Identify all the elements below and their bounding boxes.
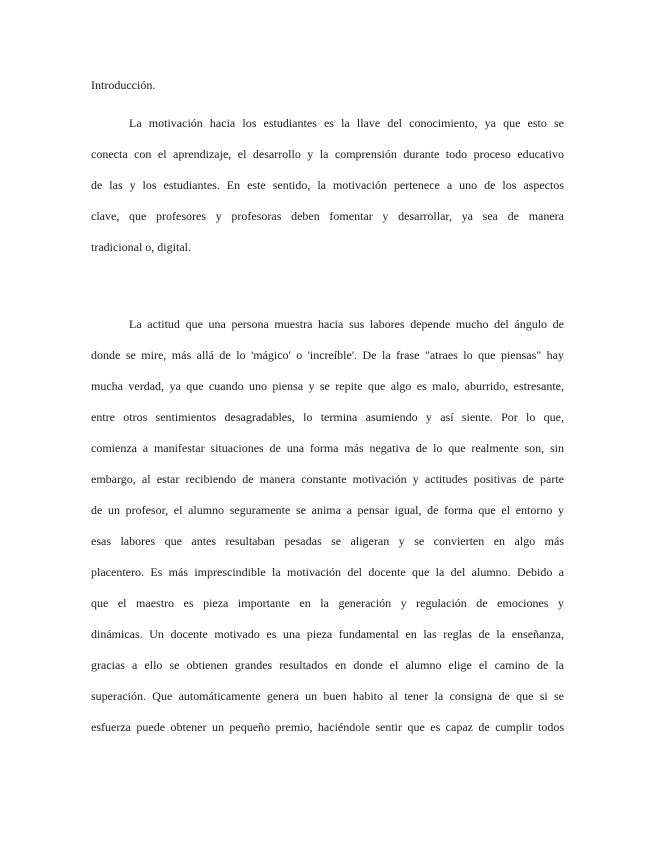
paragraph-line: dinámicas. Un docente motivado es una pieza fundamental en las reglas de la enseñanza, <box>91 627 564 641</box>
paragraph-line: esfuerza puede obtener un pequeño premio, haciéndole sentir que es capaz de cumplir todos <box>91 720 564 734</box>
paragraph-line: placentero. Es más imprescindible la motivación del docente que la del alumno. Debido a <box>91 565 564 579</box>
paragraph-line: gracias a ello se obtienen grandes resultados en donde el alumno elige el camino de la <box>91 658 564 672</box>
paragraph-line: de las y los estudiantes. En este sentido, la motivación pertenece a uno de los aspectos <box>91 178 564 192</box>
paragraph-line: La motivación hacia los estudiantes es la llave del conocimiento, ya que esto se <box>129 116 564 130</box>
paragraph-line: que el maestro es pieza importante en la generación y regulación de emociones y <box>91 596 564 610</box>
paragraph-line: esas labores que antes resultaban pesadas se aligeran y se convierten en algo más <box>91 534 564 548</box>
paragraph-line: entre otros sentimientos desagradables, lo termina asumiendo y así siente. Por lo que, <box>91 410 564 424</box>
paragraph-line: La actitud que una persona muestra hacia sus labores depende mucho del ángulo de <box>129 317 564 331</box>
paragraph-line: mucha verdad, ya que cuando uno piensa y se repite que algo es malo, aburrido, estresante, <box>91 379 564 393</box>
paragraph-line: conecta con el aprendizaje, el desarrollo y la comprensión durante todo proceso educativo <box>91 147 564 161</box>
paragraph-line: tradicional o, digital. <box>91 240 191 254</box>
paragraph-attitude <box>91 309 564 743</box>
paragraph-line: clave, que profesores y profesoras deben fomentar y desarrollar, ya sea de manera <box>91 209 564 223</box>
paragraph-line: superación. Que automáticamente genera un buen habito al tener la consigna de que si se <box>91 689 564 703</box>
paragraph-intro <box>91 108 564 263</box>
section-heading: Introducción. <box>91 78 156 92</box>
paragraph-line: embargo, al estar recibiendo de manera constante motivación y actitudes positivas de parte <box>91 472 564 486</box>
paragraph-line: donde se mire, más allá de lo 'mágico' o 'increíble'. De la frase "atraes lo que piensas" hay <box>91 348 564 362</box>
paragraph-line: de un profesor, el alumno seguramente se anima a pensar igual, de forma que el entorno y <box>91 503 564 517</box>
paragraph-line: comienza a manifestar situaciones de una forma más negativa de lo que realmente son, sin <box>91 441 564 455</box>
